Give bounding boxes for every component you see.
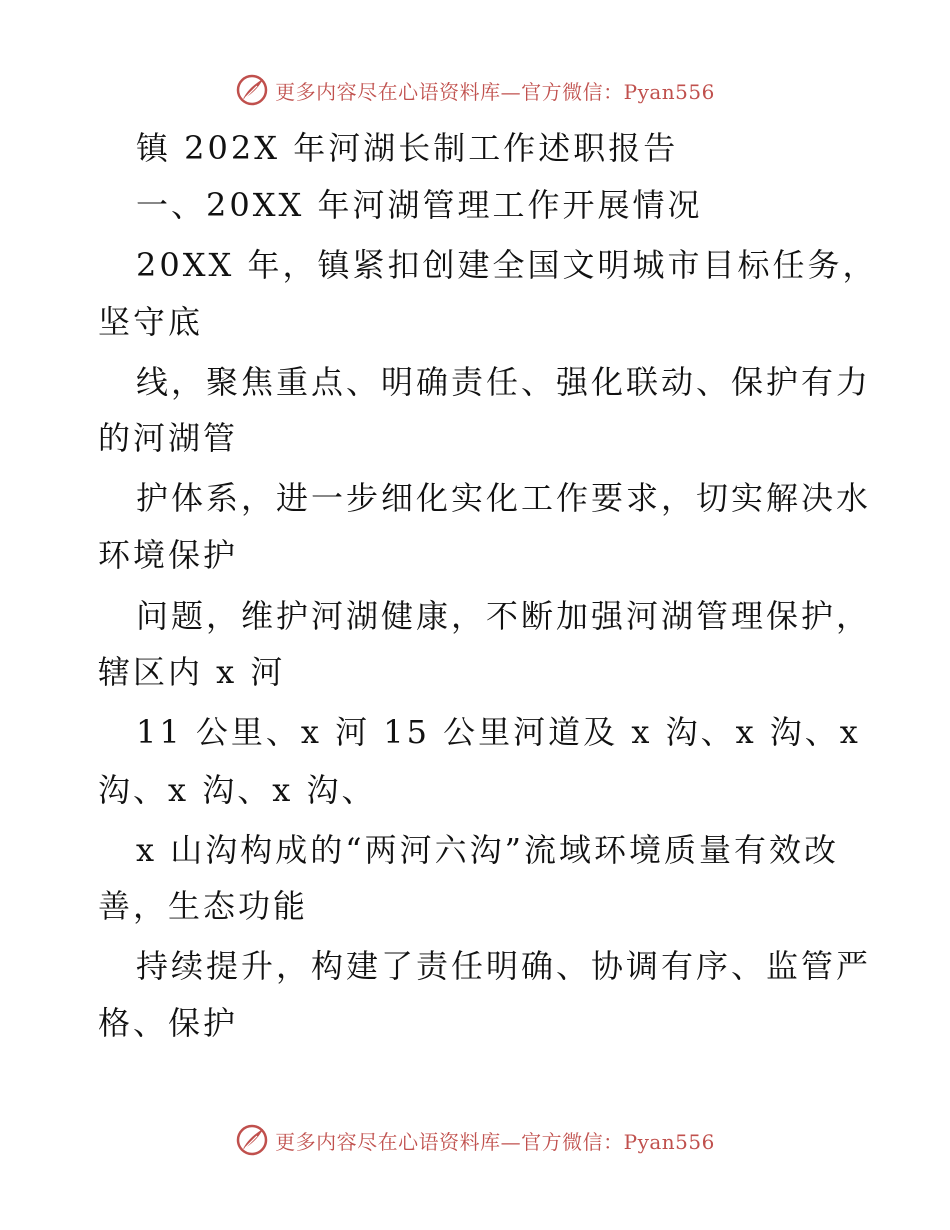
watermark-text: 更多内容尽在心语资料库—官方微信：Pyan556 [275,79,715,104]
paragraph-line: x 山沟构成的“两河六沟”流域环境质量有效改 [136,831,839,869]
paragraph-line: 格、保护 [98,1004,239,1042]
paragraph-line: 护体系，进一步细化实化工作要求，切实解决水 [136,479,872,517]
feather-pen-seal-icon [235,73,269,107]
feather-pen-seal-icon [235,1123,269,1157]
paragraph-line: 的河湖管 [98,419,239,457]
paragraph-line: 善，生态功能 [98,887,309,925]
watermark-text: 更多内容尽在心语资料库—官方微信：Pyan556 [275,1129,715,1154]
paragraph-line: 11 公里、x 河 15 公里河道及 x 沟、x 沟、x [136,713,861,751]
document-title: 镇 202X 年河湖长制工作述职报告 [136,129,679,167]
watermark-banner-bottom [0,1120,950,1160]
watermark-banner-top [0,70,950,110]
paragraph-line: 坚守底 [98,303,204,341]
paragraph-line: 沟、x 沟、x 沟、 [98,771,377,809]
paragraph-line: 持续提升，构建了责任明确、协调有序、监管严 [136,947,872,985]
paragraph-line: 问题，维护河湖健康，不断加强河湖管理保护， [136,597,872,635]
paragraph-line: 20XX 年，镇紧扣创建全国文明城市目标任务， [136,246,878,284]
paragraph-line: 环境保护 [98,536,239,574]
section-heading: 一、20XX 年河湖管理工作开展情况 [136,186,703,224]
paragraph-line: 辖区内 x 河 [98,653,286,691]
paragraph-line: 线，聚焦重点、明确责任、强化联动、保护有力 [136,363,872,401]
